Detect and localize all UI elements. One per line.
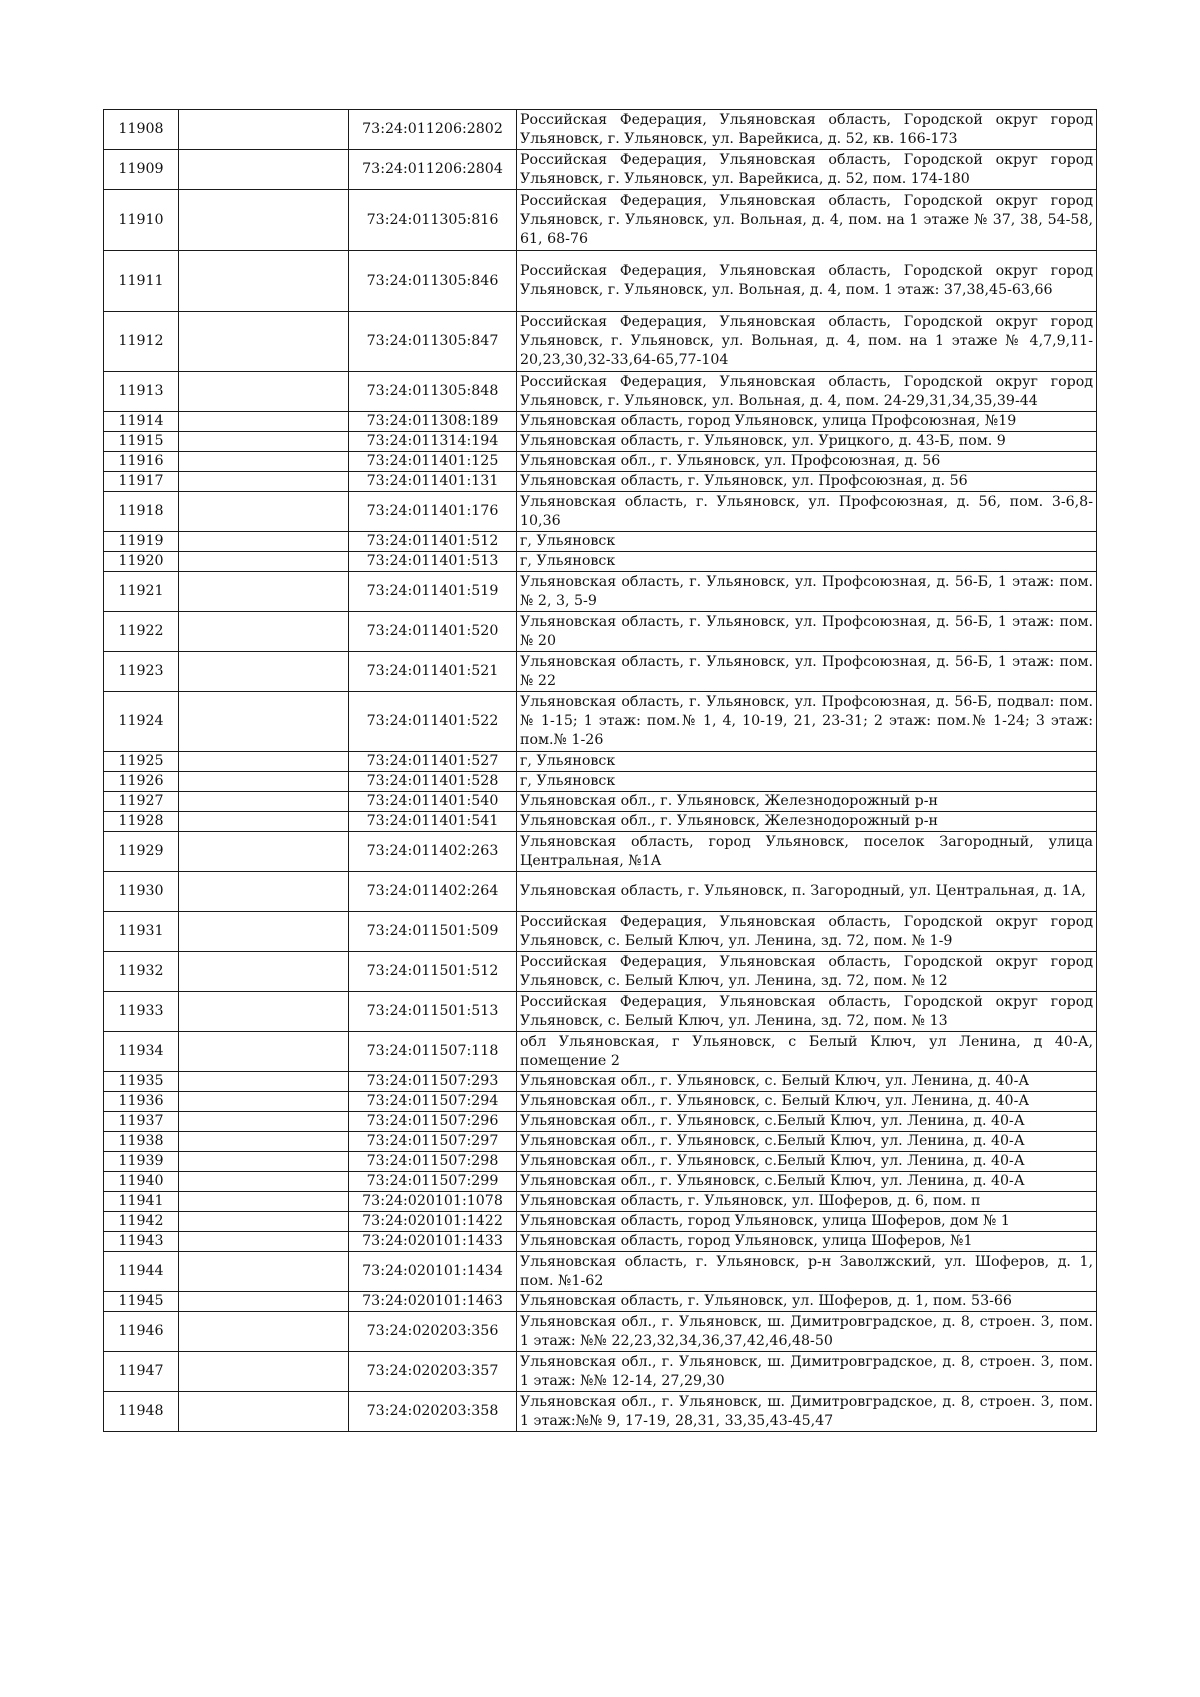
table-row — [104, 952, 1097, 992]
table-row — [104, 1112, 1097, 1132]
empty-cell — [179, 1252, 349, 1292]
table-row — [104, 190, 1097, 251]
table-row — [104, 1132, 1097, 1152]
address-cell: Ульяновская область, г. Ульяновск, ул. Профсоюзная, д. 56-Б, 1 этаж: пом.№ 22 — [517, 652, 1097, 692]
empty-cell — [179, 1072, 349, 1092]
address-cell: Ульяновская область, город Ульяновск, поселок Загородный, улица Центральная, №1А — [517, 832, 1097, 872]
cadastral-number: 73:24:020101:1078 — [349, 1192, 517, 1212]
table-row — [104, 1352, 1097, 1392]
address-cell: Ульяновская обл., г. Ульяновск, с. Белый Ключ, ул. Ленина, д. 40-А — [517, 1092, 1097, 1112]
row-number: 11930 — [104, 872, 179, 912]
row-number: 11914 — [104, 412, 179, 432]
table-row — [104, 150, 1097, 190]
cadastral-number: 73:24:011401:512 — [349, 532, 517, 552]
table-row — [104, 1392, 1097, 1432]
empty-cell — [179, 1132, 349, 1152]
address-cell: обл Ульяновская, г Ульяновск, с Белый Ключ, ул Ленина, д 40-А, помещение 2 — [517, 1032, 1097, 1072]
address-cell: Ульяновская область, г. Ульяновск, ул. Урицкого, д. 43-Б, пом. 9 — [517, 432, 1097, 452]
cadastral-number: 73:24:011401:519 — [349, 572, 517, 612]
empty-cell — [179, 1232, 349, 1252]
row-number: 11942 — [104, 1212, 179, 1232]
row-number: 11918 — [104, 492, 179, 532]
row-number: 11926 — [104, 772, 179, 792]
table-row — [104, 792, 1097, 812]
row-number: 11929 — [104, 832, 179, 872]
address-cell: Ульяновская обл., г. Ульяновск, с.Белый Ключ, ул. Ленина, д. 40-А — [517, 1112, 1097, 1132]
cadastral-number: 73:24:011401:527 — [349, 752, 517, 772]
address-cell: Ульяновская область, г. Ульяновск, п. Загородный, ул. Центральная, д. 1А, — [517, 872, 1097, 912]
row-number: 11936 — [104, 1092, 179, 1112]
cadastral-number: 73:24:011401:513 — [349, 552, 517, 572]
cadastral-number: 73:24:011501:509 — [349, 912, 517, 952]
empty-cell — [179, 1192, 349, 1212]
empty-cell — [179, 150, 349, 190]
cadastral-number: 73:24:011507:118 — [349, 1032, 517, 1072]
address-cell: Ульяновская область, город Ульяновск, улица Шоферов, дом № 1 — [517, 1212, 1097, 1232]
table-row — [104, 492, 1097, 532]
empty-cell — [179, 432, 349, 452]
empty-cell — [179, 412, 349, 432]
row-number: 11938 — [104, 1132, 179, 1152]
table-row — [104, 1072, 1097, 1092]
row-number: 11940 — [104, 1172, 179, 1192]
table-row — [104, 412, 1097, 432]
address-cell: Российская Федерация, Ульяновская область, Городской округ город Ульяновск, с. Белый Ключ, ул. Ленина, зд. 72, пом. № 1-9 — [517, 912, 1097, 952]
empty-cell — [179, 572, 349, 612]
address-cell: Ульяновская область, г. Ульяновск, ул. Профсоюзная, д. 56-Б, 1 этаж: пом.№ 20 — [517, 612, 1097, 652]
table-row — [104, 1212, 1097, 1232]
address-cell: Российская Федерация, Ульяновская область, Городской округ город Ульяновск, г. Ульяновск, ул. Варейкиса, д. 52, кв. 166-173 — [517, 110, 1097, 150]
table-row — [104, 1092, 1097, 1112]
address-cell: г, Ульяновск — [517, 772, 1097, 792]
table-row — [104, 1152, 1097, 1172]
row-number: 11916 — [104, 452, 179, 472]
empty-cell — [179, 1312, 349, 1352]
cadastral-number: 73:24:020203:357 — [349, 1352, 517, 1392]
row-number: 11939 — [104, 1152, 179, 1172]
cadastral-number: 73:24:011402:264 — [349, 872, 517, 912]
address-cell: Ульяновская обл., г. Ульяновск, с.Белый Ключ, ул. Ленина, д. 40-А — [517, 1152, 1097, 1172]
address-cell: Ульяновская область, город Ульяновск, улица Профсоюзная, №19 — [517, 412, 1097, 432]
row-number: 11909 — [104, 150, 179, 190]
empty-cell — [179, 532, 349, 552]
empty-cell — [179, 312, 349, 372]
table-row — [104, 532, 1097, 552]
row-number: 11934 — [104, 1032, 179, 1072]
empty-cell — [179, 472, 349, 492]
row-number: 11913 — [104, 372, 179, 412]
row-number: 11922 — [104, 612, 179, 652]
empty-cell — [179, 692, 349, 752]
table-row — [104, 612, 1097, 652]
empty-cell — [179, 251, 349, 312]
cadastral-number: 73:24:011206:2802 — [349, 110, 517, 150]
cadastral-number: 73:24:011507:293 — [349, 1072, 517, 1092]
empty-cell — [179, 1032, 349, 1072]
table-row — [104, 1032, 1097, 1072]
table-row — [104, 472, 1097, 492]
table-row — [104, 752, 1097, 772]
empty-cell — [179, 190, 349, 251]
address-cell: Ульяновская область, г. Ульяновск, ул. Шоферов, д. 6, пом. п — [517, 1192, 1097, 1212]
address-cell: Ульяновская область, г. Ульяновск, р-н Заволжский, ул. Шоферов, д. 1, пом. №1-62 — [517, 1252, 1097, 1292]
empty-cell — [179, 992, 349, 1032]
row-number: 11908 — [104, 110, 179, 150]
empty-cell — [179, 912, 349, 952]
empty-cell — [179, 1212, 349, 1232]
empty-cell — [179, 872, 349, 912]
row-number: 11925 — [104, 752, 179, 772]
cadastral-number: 73:24:011507:296 — [349, 1112, 517, 1132]
table-row — [104, 812, 1097, 832]
address-cell: Ульяновская обл., г. Ульяновск, ш. Димитровградское, д. 8, строен. 3, пом. 1 этаж: №№ 12-14, 27,29,30 — [517, 1352, 1097, 1392]
table-row — [104, 832, 1097, 872]
empty-cell — [179, 452, 349, 472]
table-row — [104, 432, 1097, 452]
row-number: 11919 — [104, 532, 179, 552]
empty-cell — [179, 792, 349, 812]
table-row — [104, 772, 1097, 792]
address-cell: Ульяновская область, г. Ульяновск, ул. Профсоюзная, д. 56-Б, 1 этаж: пом.№ 2, 3, 5-9 — [517, 572, 1097, 612]
row-number: 11911 — [104, 251, 179, 312]
empty-cell — [179, 1112, 349, 1132]
table-row — [104, 572, 1097, 612]
address-cell: Ульяновская область, город Ульяновск, улица Шоферов, №1 — [517, 1232, 1097, 1252]
cadastral-number: 73:24:011305:816 — [349, 190, 517, 251]
empty-cell — [179, 1172, 349, 1192]
row-number: 11937 — [104, 1112, 179, 1132]
row-number: 11915 — [104, 432, 179, 452]
empty-cell — [179, 372, 349, 412]
cadastral-number: 73:24:011501:513 — [349, 992, 517, 1032]
row-number: 11927 — [104, 792, 179, 812]
row-number: 11945 — [104, 1292, 179, 1312]
address-cell: Российская Федерация, Ульяновская область, Городской округ город Ульяновск, г. Ульяновск, ул. Вольная, д. 4, пом. 1 этаж: 37,38,45-63,66 — [517, 251, 1097, 312]
table-row — [104, 251, 1097, 312]
table-row — [104, 1312, 1097, 1352]
address-cell: Российская Федерация, Ульяновская область, Городской округ город Ульяновск, г. Ульяновск, ул. Вольная, д. 4, пом. на 1 этаже № 37, 38, 54-58, 61, 68-76 — [517, 190, 1097, 251]
cadastral-number: 73:24:011305:846 — [349, 251, 517, 312]
table-row — [104, 110, 1097, 150]
address-cell: Ульяновская область, г. Ульяновск, ул. Профсоюзная, д. 56, пом. 3-6,8-10,36 — [517, 492, 1097, 532]
empty-cell — [179, 752, 349, 772]
cadastral-number: 73:24:011402:263 — [349, 832, 517, 872]
cadastral-number: 73:24:011507:294 — [349, 1092, 517, 1112]
address-cell: Ульяновская обл., г. Ульяновск, Железнодорожный р-н — [517, 812, 1097, 832]
row-number: 11912 — [104, 312, 179, 372]
registry-table — [103, 109, 1097, 1432]
address-cell: Российская Федерация, Ульяновская область, Городской округ город Ульяновск, г. Ульяновск, ул. Варейкиса, д. 52, пом. 174-180 — [517, 150, 1097, 190]
table-row — [104, 652, 1097, 692]
cadastral-number: 73:24:011401:125 — [349, 452, 517, 472]
address-cell: Ульяновская область, г. Ульяновск, ул. Шоферов, д. 1, пом. 53-66 — [517, 1292, 1097, 1312]
empty-cell — [179, 652, 349, 692]
address-cell: Ульяновская обл., г. Ульяновск, Железнодорожный р-н — [517, 792, 1097, 812]
empty-cell — [179, 492, 349, 532]
cadastral-number: 73:24:011401:522 — [349, 692, 517, 752]
empty-cell — [179, 552, 349, 572]
row-number: 11943 — [104, 1232, 179, 1252]
registry-body — [104, 110, 1097, 1432]
row-number: 11928 — [104, 812, 179, 832]
address-cell: г, Ульяновск — [517, 752, 1097, 772]
row-number: 11923 — [104, 652, 179, 692]
table-row — [104, 1252, 1097, 1292]
empty-cell — [179, 110, 349, 150]
address-cell: Ульяновская обл., г. Ульяновск, с.Белый Ключ, ул. Ленина, д. 40-А — [517, 1172, 1097, 1192]
table-row — [104, 552, 1097, 572]
cadastral-number: 73:24:011401:528 — [349, 772, 517, 792]
table-row — [104, 452, 1097, 472]
address-cell: Ульяновская обл., г. Ульяновск, ш. Димитровградское, д. 8, строен. 3, пом. 1 этаж:№№ 9, 17-19, 28,31, 33,35,43-45,47 — [517, 1392, 1097, 1432]
table-row — [104, 992, 1097, 1032]
cadastral-number: 73:24:011507:297 — [349, 1132, 517, 1152]
address-cell: Ульяновская обл., г. Ульяновск, с.Белый Ключ, ул. Ленина, д. 40-А — [517, 1132, 1097, 1152]
row-number: 11921 — [104, 572, 179, 612]
cadastral-number: 73:24:011401:131 — [349, 472, 517, 492]
row-number: 11920 — [104, 552, 179, 572]
address-cell: Ульяновская область, г. Ульяновск, ул. Профсоюзная, д. 56-Б, подвал: пом.№ 1-15; 1 этаж: пом.№ 1, 4, 10-19, 21, 23-31; 2 этаж: пом.№ 1-24; 3 этаж: пом.№ 1-26 — [517, 692, 1097, 752]
address-cell: Ульяновская обл., г. Ульяновск, ул. Профсоюзная, д. 56 — [517, 452, 1097, 472]
table-row — [104, 1172, 1097, 1192]
cadastral-number: 73:24:020101:1463 — [349, 1292, 517, 1312]
table-row — [104, 1192, 1097, 1212]
cadastral-number: 73:24:011401:521 — [349, 652, 517, 692]
address-cell: г, Ульяновск — [517, 552, 1097, 572]
address-cell: Российская Федерация, Ульяновская область, Городской округ город Ульяновск, г. Ульяновск, ул. Вольная, д. 4, пом. на 1 этаже № 4,7,9,11-20,23,30,32-33,64-65,77-104 — [517, 312, 1097, 372]
row-number: 11944 — [104, 1252, 179, 1292]
cadastral-number: 73:24:011401:176 — [349, 492, 517, 532]
empty-cell — [179, 1292, 349, 1312]
table-row — [104, 372, 1097, 412]
row-number: 11933 — [104, 992, 179, 1032]
cadastral-number: 73:24:011308:189 — [349, 412, 517, 432]
cadastral-number: 73:24:011401:541 — [349, 812, 517, 832]
cadastral-number: 73:24:020203:356 — [349, 1312, 517, 1352]
row-number: 11948 — [104, 1392, 179, 1432]
address-cell: г, Ульяновск — [517, 532, 1097, 552]
address-cell: Ульяновская обл., г. Ульяновск, с. Белый Ключ, ул. Ленина, д. 40-А — [517, 1072, 1097, 1092]
empty-cell — [179, 772, 349, 792]
table-row — [104, 1292, 1097, 1312]
cadastral-number: 73:24:020101:1433 — [349, 1232, 517, 1252]
table-row — [104, 872, 1097, 912]
address-cell: Российская Федерация, Ульяновская область, Городской округ город Ульяновск, г. Ульяновск, ул. Вольная, д. 4, пом. 24-29,31,34,35,39-44 — [517, 372, 1097, 412]
empty-cell — [179, 1352, 349, 1392]
address-cell: Российская Федерация, Ульяновская область, Городской округ город Ульяновск, с. Белый Ключ, ул. Ленина, зд. 72, пом. № 12 — [517, 952, 1097, 992]
address-cell: Российская Федерация, Ульяновская область, Городской округ город Ульяновск, с. Белый Ключ, ул. Ленина, зд. 72, пом. № 13 — [517, 992, 1097, 1032]
cadastral-number: 73:24:011501:512 — [349, 952, 517, 992]
cadastral-number: 73:24:011314:194 — [349, 432, 517, 452]
table-row — [104, 912, 1097, 952]
row-number: 11935 — [104, 1072, 179, 1092]
row-number: 11946 — [104, 1312, 179, 1352]
row-number: 11924 — [104, 692, 179, 752]
cadastral-number: 73:24:011401:520 — [349, 612, 517, 652]
empty-cell — [179, 1092, 349, 1112]
table-row — [104, 312, 1097, 372]
empty-cell — [179, 1152, 349, 1172]
cadastral-number: 73:24:011401:540 — [349, 792, 517, 812]
cadastral-number: 73:24:011507:298 — [349, 1152, 517, 1172]
row-number: 11932 — [104, 952, 179, 992]
row-number: 11947 — [104, 1352, 179, 1392]
cadastral-number: 73:24:020203:358 — [349, 1392, 517, 1432]
table-row — [104, 1232, 1097, 1252]
empty-cell — [179, 832, 349, 872]
row-number: 11917 — [104, 472, 179, 492]
row-number: 11941 — [104, 1192, 179, 1212]
address-cell: Ульяновская обл., г. Ульяновск, ш. Димитровградское, д. 8, строен. 3, пом. 1 этаж: №№ 22,23,32,34,36,37,42,46,48-50 — [517, 1312, 1097, 1352]
cadastral-number: 73:24:011305:847 — [349, 312, 517, 372]
cadastral-number: 73:24:011507:299 — [349, 1172, 517, 1192]
empty-cell — [179, 952, 349, 992]
cadastral-number: 73:24:011206:2804 — [349, 150, 517, 190]
cadastral-number: 73:24:020101:1434 — [349, 1252, 517, 1292]
table-row — [104, 692, 1097, 752]
empty-cell — [179, 812, 349, 832]
row-number: 11931 — [104, 912, 179, 952]
cadastral-number: 73:24:020101:1422 — [349, 1212, 517, 1232]
empty-cell — [179, 1392, 349, 1432]
row-number: 11910 — [104, 190, 179, 251]
empty-cell — [179, 612, 349, 652]
address-cell: Ульяновская область, г. Ульяновск, ул. Профсоюзная, д. 56 — [517, 472, 1097, 492]
cadastral-number: 73:24:011305:848 — [349, 372, 517, 412]
